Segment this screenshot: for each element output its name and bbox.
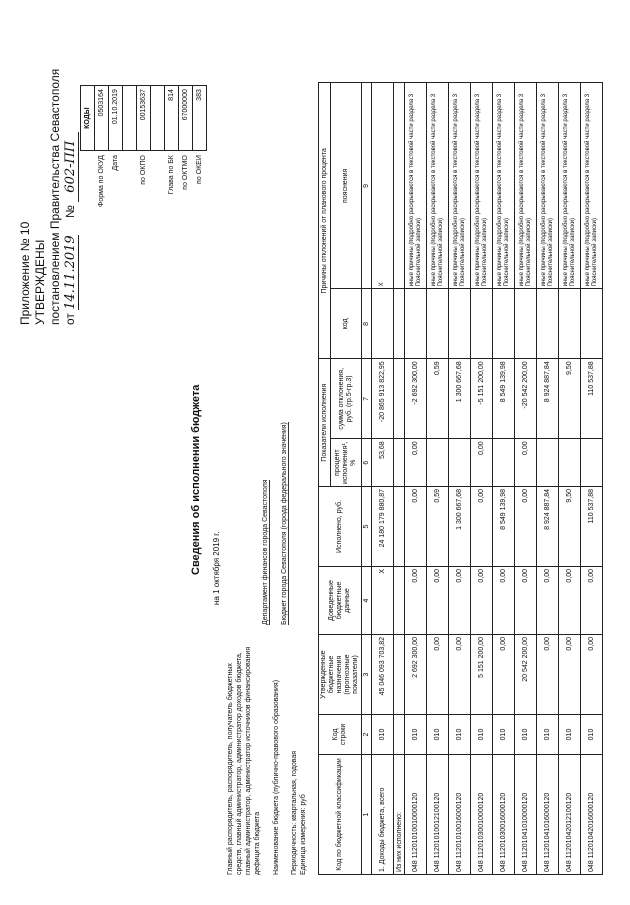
cell-pct — [493, 439, 515, 487]
codes-row: Форма по ОКУД 0503164 — [95, 86, 109, 210]
cell-exec: 8 924 887,84 — [537, 487, 559, 567]
cell-rcode — [559, 289, 581, 359]
appendix-number: Приложение № 10 — [18, 221, 32, 325]
unit-label: Единица измерения: руб — [300, 794, 307, 875]
cell-approved: 0,00 — [537, 635, 559, 715]
header-reason-code: код — [331, 289, 362, 359]
handwritten-date: 14.11.2019 — [63, 235, 78, 310]
cell-note: иные причины (подробно раскрываются в текстовой части раздела 3 Пояснительной записки) — [449, 83, 471, 289]
cell-line: 010 — [581, 715, 603, 755]
cell-dev: 8 549 139,98 — [493, 359, 515, 439]
cell-rcode — [515, 289, 537, 359]
cell-code: 048 11201042016000120 — [581, 755, 603, 875]
cell-pct — [427, 439, 449, 487]
cell-approved: 0,00 — [493, 635, 515, 715]
cell-approved: 0,00 — [581, 635, 603, 715]
cell-pct — [449, 439, 471, 487]
cell-rcode — [405, 289, 427, 359]
cell-exec: 0,00 — [471, 487, 493, 567]
cell-brought: 0,00 — [559, 567, 581, 635]
header-approved: Утвержденные бюджетные назначения (прогнозные показатели) — [319, 635, 362, 715]
table-body — [372, 83, 603, 875]
table-row — [372, 83, 394, 875]
cell-brought: 0,00 — [581, 567, 603, 635]
cell-code: 1. Доходы бюджета, всего — [372, 755, 394, 875]
cell-code: 048 11201041010000120 — [515, 755, 537, 875]
header-reason-text: пояснения — [331, 83, 362, 289]
approved-label: УТВЕРЖДЕНЫ — [33, 239, 47, 325]
codes-row — [151, 86, 165, 210]
budget-value: Бюджет города Севастополя (города федерального значения) — [281, 422, 288, 625]
cell-pct: 0,00 — [471, 439, 493, 487]
codes-row: Дата 01.10.2019 — [109, 86, 123, 210]
cell-pct — [394, 439, 405, 487]
cell-approved: 0,00 — [449, 635, 471, 715]
cell-dev — [394, 359, 405, 439]
header-pct: процент исполнения¹, % — [331, 439, 362, 487]
cell-code: 048 11201041016000120 — [537, 755, 559, 875]
cell-line: 010 — [405, 715, 427, 755]
cell-pct — [559, 439, 581, 487]
cell-exec: 0,00 — [405, 487, 427, 567]
decree-line: постановлением Правительства Севастополя — [48, 68, 62, 325]
cell-approved: 2 692 300,00 — [405, 635, 427, 715]
cell-line — [394, 715, 405, 755]
header-line: Код строки — [319, 715, 362, 755]
cell-code: 048 11201030010000120 — [471, 755, 493, 875]
codes-row: по ОКПО 00153637 — [137, 86, 151, 210]
cell-line: 010 — [559, 715, 581, 755]
cell-dev: 110 537,88 — [581, 359, 603, 439]
cell-code: 048 11201010012100120 — [427, 755, 449, 875]
cell-approved — [394, 635, 405, 715]
table-row — [537, 83, 559, 875]
codes-box — [80, 85, 207, 210]
cell-brought: 0,00 — [537, 567, 559, 635]
cell-dev: 1 300 667,68 — [449, 359, 471, 439]
cell-pct: 0,00 — [405, 439, 427, 487]
table-row — [515, 83, 537, 875]
cell-rcode — [449, 289, 471, 359]
budget-table — [318, 82, 603, 875]
cell-code: 048 11201030016000120 — [493, 755, 515, 875]
cell-dev: 8 924 887,84 — [537, 359, 559, 439]
approval-block — [18, 25, 79, 325]
cell-note: иные причины (подробно раскрываются в текстовой части раздела 3 Пояснительной записки) — [471, 83, 493, 289]
handwritten-number: 602-ПП — [63, 132, 79, 202]
codes-header: КОДЫ — [81, 86, 95, 151]
cell-brought: 0,00 — [405, 567, 427, 635]
header-indicators: Показатели исполнения — [319, 359, 331, 487]
codes-row — [123, 86, 137, 210]
header-code: Код по бюджетной классификации — [319, 755, 362, 875]
cell-line: 010 — [449, 715, 471, 755]
codes-row: по ОКЕИ 383 — [193, 86, 207, 210]
header-exec: Исполнено, руб. — [319, 487, 362, 567]
cell-rcode — [394, 289, 405, 359]
cell-pct: 53,68 — [372, 439, 394, 487]
cell-pct: 0,00 — [515, 439, 537, 487]
cell-code: Из них исполнено: — [394, 755, 405, 875]
cell-exec: 110 537,88 — [581, 487, 603, 567]
cell-dev: 0,59 — [427, 359, 449, 439]
cell-brought: 0,00 — [427, 567, 449, 635]
cell-code: 048 11201010010000120 — [405, 755, 427, 875]
cell-dev: -20 542 200,00 — [515, 359, 537, 439]
cell-line: 010 — [427, 715, 449, 755]
cell-rcode — [537, 289, 559, 359]
cell-note: иные причины (подробно раскрываются в текстовой части раздела 3 Пояснительной записки) — [515, 83, 537, 289]
table-row — [427, 83, 449, 875]
number-label: № — [63, 205, 77, 218]
cell-rcode — [372, 289, 394, 359]
cell-note: иные причины (подробно раскрываются в текстовой части раздела 3 Пояснительной записки) — [559, 83, 581, 289]
cell-code: 048 11201042012100120 — [559, 755, 581, 875]
cell-exec: 0,00 — [515, 487, 537, 567]
from-label: от — [63, 313, 77, 325]
budget-label: Наименование бюджета (публично-правового образования) — [273, 679, 280, 875]
report-title: Сведения об исполнении бюджета — [190, 384, 202, 575]
cell-brought: 0,00 — [471, 567, 493, 635]
codes-row: по ОКТМО 67000000 — [179, 86, 193, 210]
cell-brought: 0,00 — [493, 567, 515, 635]
cell-line: 010 — [515, 715, 537, 755]
cell-note: иные причины (подробно раскрываются в текстовой части раздела 3 Пояснительной записки) — [493, 83, 515, 289]
cell-dev: -2 692 300,00 — [405, 359, 427, 439]
cell-approved: 5 151 200,00 — [471, 635, 493, 715]
cell-rcode — [427, 289, 449, 359]
cell-dev: 9,50 — [559, 359, 581, 439]
cell-exec: 8 549 139,98 — [493, 487, 515, 567]
cell-line: 010 — [537, 715, 559, 755]
cell-note: иные причины (подробно раскрываются в текстовой части раздела 3 Пояснительной записки) — [427, 83, 449, 289]
cell-brought: X — [372, 567, 394, 635]
table-row — [581, 83, 603, 875]
cell-note: иные причины (подробно раскрываются в текстовой части раздела 3 Пояснительной записки) — [405, 83, 427, 289]
cell-dev: -5 151 200,00 — [471, 359, 493, 439]
cell-rcode — [493, 289, 515, 359]
cell-exec: 1 300 667,68 — [449, 487, 471, 567]
cell-note — [394, 83, 405, 289]
cell-note: иные причины (подробно раскрываются в текстовой части раздела 3 Пояснительной записки) — [581, 83, 603, 289]
cell-note: иные причины (подробно раскрываются в текстовой части раздела 3 Пояснительной записки) — [537, 83, 559, 289]
cell-note: X — [372, 83, 394, 289]
cell-line: 010 — [372, 715, 394, 755]
cell-exec: 0,59 — [427, 487, 449, 567]
table-row — [559, 83, 581, 875]
header-reasons: Причины отклонений от планового процента — [319, 83, 331, 359]
table-header-row — [319, 83, 331, 875]
cell-approved: 20 542 200,00 — [515, 635, 537, 715]
header-brought: Доведенные бюджетные данные — [319, 567, 362, 635]
report-date: на 1 октября 2019 г. — [212, 531, 221, 605]
table-row — [493, 83, 515, 875]
cell-approved: 0,00 — [427, 635, 449, 715]
cell-pct — [537, 439, 559, 487]
cell-line: 010 — [471, 715, 493, 755]
cell-pct — [581, 439, 603, 487]
table-row — [405, 83, 427, 875]
cell-rcode — [581, 289, 603, 359]
cell-exec: 9,50 — [559, 487, 581, 567]
cell-brought: 0,00 — [449, 567, 471, 635]
cell-approved: 0,00 — [559, 635, 581, 715]
admin-label: Главный распорядитель, распорядитель, получатель бюджетных средств, главный администратор, администратор доходов бюджета, главный администратор, администратор источников финансирования дефицита бюджета — [227, 646, 261, 875]
decree-date-line — [63, 25, 79, 325]
cell-exec — [394, 487, 405, 567]
cell-dev: -20 865 913 822,95 — [372, 359, 394, 439]
table-row — [471, 83, 493, 875]
table-row — [394, 83, 405, 875]
cell-brought: 0,00 — [515, 567, 537, 635]
cell-rcode — [471, 289, 493, 359]
column-number-row: 1 2 3 4 5 6 7 8 9 — [362, 83, 372, 875]
admin-value: Департамент финансов города Севастополя — [262, 479, 269, 625]
period-label: Периодичность: квартальная, годовая — [291, 750, 298, 875]
cell-approved: 45 046 093 703,82 — [372, 635, 394, 715]
cell-brought — [394, 567, 405, 635]
cell-code: 048 11201010016000120 — [449, 755, 471, 875]
cell-line: 010 — [493, 715, 515, 755]
cell-exec: 24 180 179 880,87 — [372, 487, 394, 567]
table-row — [449, 83, 471, 875]
codes-row: Глава по БК 814 — [165, 86, 179, 210]
header-dev: сумма отклонения, руб. (гр.5-гр.3) — [331, 359, 362, 439]
